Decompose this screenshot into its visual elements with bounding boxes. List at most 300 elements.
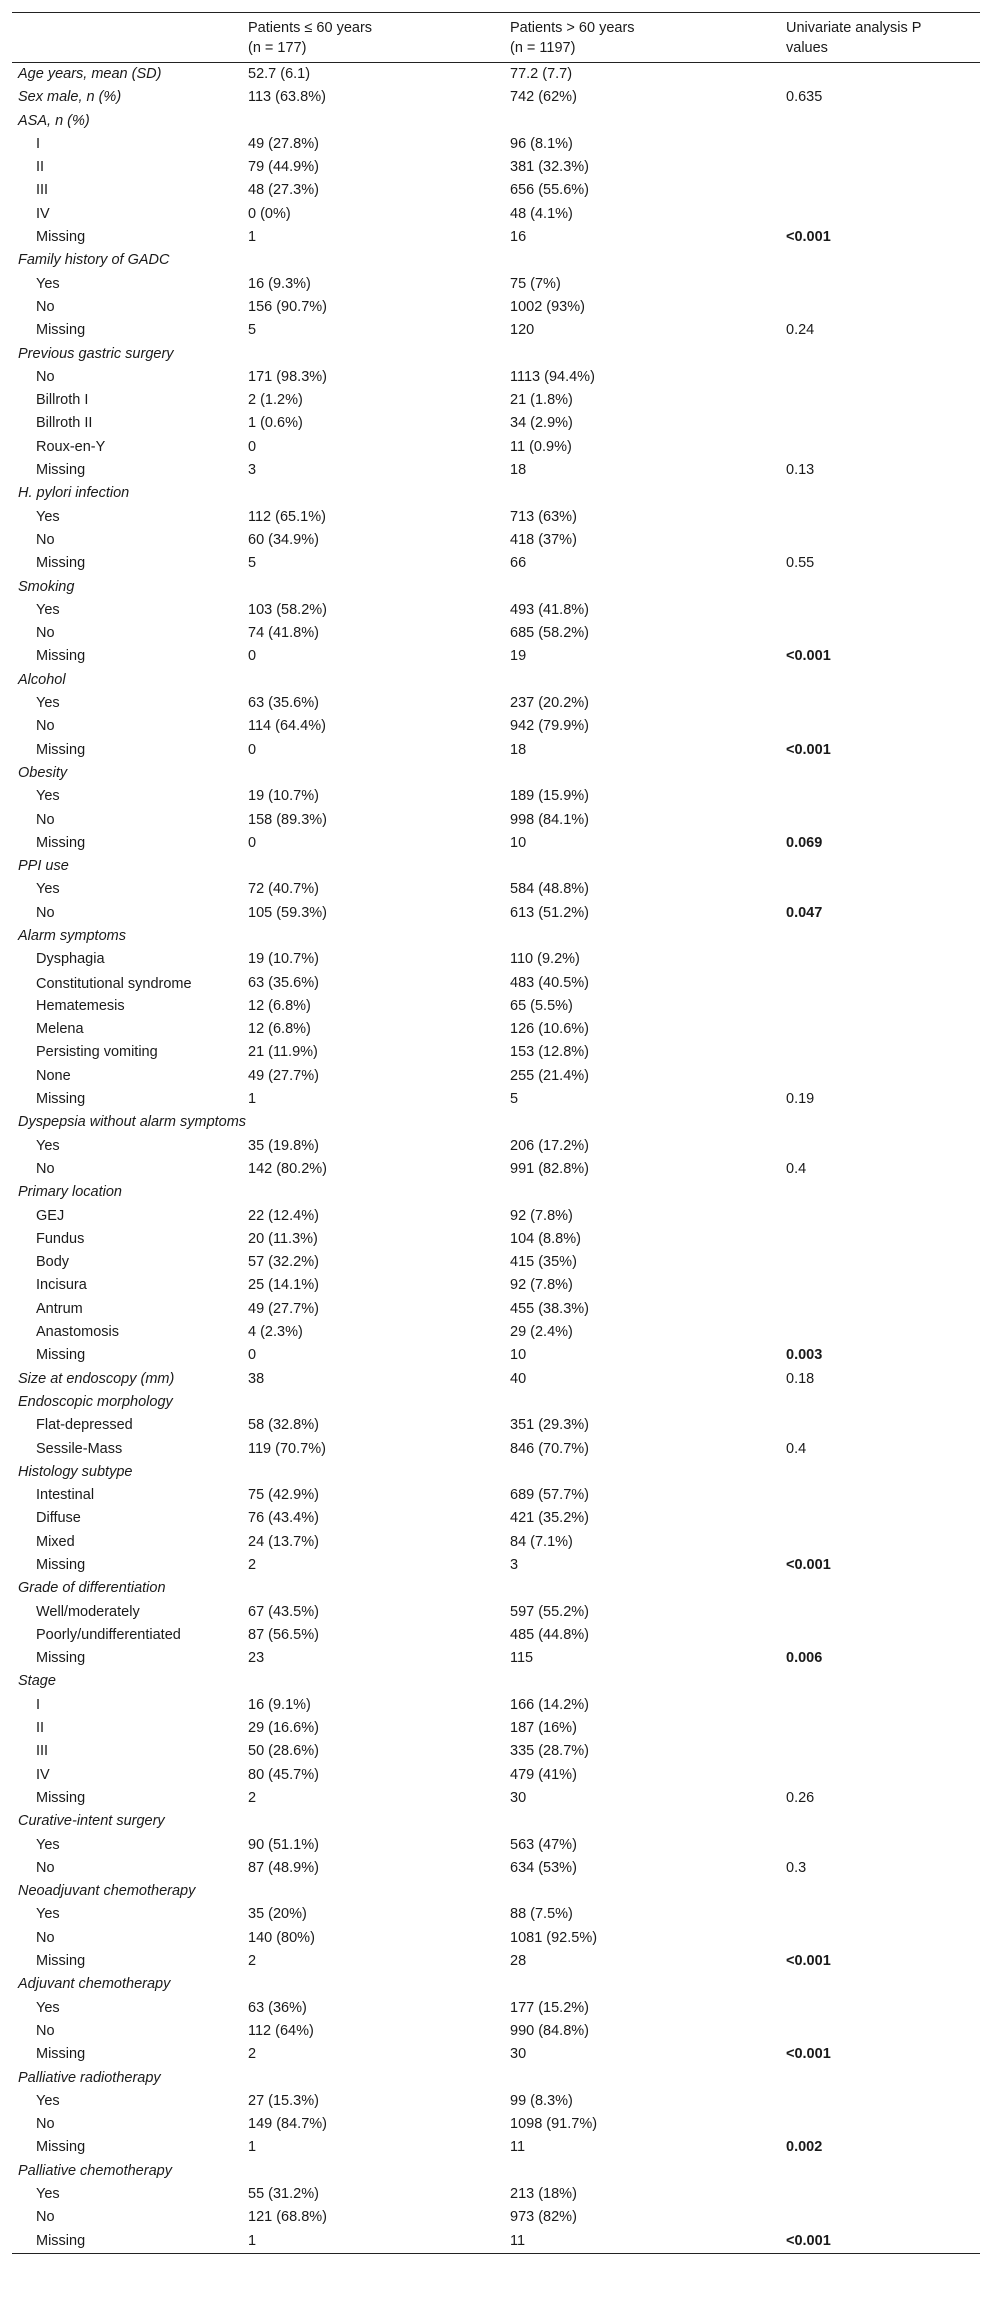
row-label: IV xyxy=(36,205,50,222)
row-label: Palliative radiotherapy xyxy=(18,2069,161,2086)
p-value xyxy=(780,1414,980,1437)
older-value: 29 (2.4%) xyxy=(510,1324,573,1341)
row-label: Missing xyxy=(36,462,86,479)
p-value: 0.4 xyxy=(786,1160,807,1177)
table-section-row xyxy=(12,1810,980,1833)
older-value: 3 xyxy=(510,1557,519,1573)
older-value: 991 (82.8%) xyxy=(510,1160,589,1177)
table-row xyxy=(12,622,980,645)
younger-value xyxy=(242,925,504,948)
older-value xyxy=(504,1461,780,1484)
header-younger-label: Patients ≤ 60 years xyxy=(248,20,373,36)
table-row xyxy=(12,1205,980,1228)
older-value: 19 xyxy=(510,648,527,665)
younger-value xyxy=(242,1181,504,1204)
older-value: 11 xyxy=(504,2230,780,2254)
p-value: 0.3 xyxy=(786,1859,807,1876)
younger-value: 4 (2.3%) xyxy=(248,1324,303,1341)
older-value: 104 (8.8%) xyxy=(510,1230,581,1247)
p-value xyxy=(780,436,980,459)
older-value: 189 (15.9%) xyxy=(510,788,589,805)
older-value: 418 (37%) xyxy=(510,531,577,548)
younger-value: 0 xyxy=(248,648,257,665)
table-row xyxy=(12,552,980,575)
older-value: 120 xyxy=(510,322,535,339)
table-row xyxy=(12,1624,980,1647)
header-row xyxy=(12,13,980,63)
table-section-row xyxy=(12,1181,980,1204)
older-value: 206 (17.2%) xyxy=(510,1137,589,1154)
older-value: 11 (0.9%) xyxy=(510,438,572,455)
table-row xyxy=(12,412,980,435)
younger-value: 171 (98.3%) xyxy=(248,368,327,385)
row-label: Missing xyxy=(36,1953,86,1970)
younger-value: 0 xyxy=(248,438,257,455)
younger-value: 25 (14.1%) xyxy=(248,1277,319,1294)
older-value: 237 (20.2%) xyxy=(510,695,589,712)
p-value xyxy=(780,203,980,226)
older-value: 689 (57.7%) xyxy=(510,1487,589,1504)
older-value xyxy=(504,762,780,785)
header-younger-n: (n = 177) xyxy=(248,40,307,56)
younger-value: 38 xyxy=(248,1370,265,1387)
older-value: 213 (18%) xyxy=(510,2186,577,2203)
p-value xyxy=(780,1205,980,1228)
p-value: 0.13 xyxy=(786,462,815,479)
p-value: 0.24 xyxy=(786,322,815,339)
younger-value: 27 (15.3%) xyxy=(248,2092,319,2109)
younger-value: 149 (84.7%) xyxy=(248,2116,327,2133)
table-row xyxy=(12,2230,980,2254)
younger-value: 105 (59.3%) xyxy=(248,904,327,921)
row-label: No xyxy=(36,298,55,315)
row-label: Yes xyxy=(36,2092,60,2109)
p-value xyxy=(780,1135,980,1158)
table-row xyxy=(12,1601,980,1624)
table-row xyxy=(12,529,980,552)
p-value: <0.001 xyxy=(786,741,831,758)
row-label: Missing xyxy=(36,229,86,246)
table-section-row xyxy=(12,576,980,599)
p-value xyxy=(780,179,980,202)
p-value xyxy=(780,995,980,1018)
p-value: <0.001 xyxy=(786,1557,831,1573)
table-row xyxy=(12,1903,980,1926)
older-value xyxy=(504,1810,780,1833)
p-value xyxy=(780,855,980,878)
row-label: Yes xyxy=(36,1999,60,2016)
older-value: 1002 (93%) xyxy=(510,298,585,315)
row-label: Yes xyxy=(36,695,60,712)
older-value: 381 (32.3%) xyxy=(510,159,589,176)
younger-value: 112 (65.1%) xyxy=(248,508,326,525)
p-value xyxy=(780,925,980,948)
younger-value: 156 (90.7%) xyxy=(248,298,327,315)
older-value: 1081 (92.5%) xyxy=(510,1929,598,1946)
table-section-row xyxy=(12,343,980,366)
older-value: 126 (10.6%) xyxy=(510,1021,589,1038)
row-label: Yes xyxy=(36,508,60,525)
younger-value: 19 (10.7%) xyxy=(248,788,319,805)
table-row xyxy=(12,179,980,202)
table-row xyxy=(12,739,980,762)
row-label: Smoking xyxy=(18,578,75,595)
p-value xyxy=(780,1298,980,1321)
table-row xyxy=(12,1717,980,1740)
row-label: Roux-en-Y xyxy=(36,438,106,455)
older-value xyxy=(504,1391,780,1414)
row-label: Dyspepsia without alarm symptoms xyxy=(18,1114,247,1131)
table-container xyxy=(12,12,980,2254)
younger-value: 55 (31.2%) xyxy=(248,2186,319,2203)
table-section-row xyxy=(12,2160,980,2183)
p-value xyxy=(780,1717,980,1740)
row-label: Hematemesis xyxy=(36,997,125,1014)
table-row xyxy=(12,133,980,156)
p-value xyxy=(780,1624,980,1647)
younger-value: 0 xyxy=(248,1347,257,1364)
p-value: 0.069 xyxy=(786,834,823,851)
table-row xyxy=(12,1694,980,1717)
older-value: 65 (5.5%) xyxy=(510,997,573,1014)
row-label: None xyxy=(36,1067,71,1084)
table-row xyxy=(12,902,980,925)
older-value: 10 xyxy=(510,834,527,851)
p-value xyxy=(780,2090,980,2113)
row-label: Sessile-Mass xyxy=(36,1440,123,1457)
younger-value: 121 (68.8%) xyxy=(248,2209,327,2226)
row-label: No xyxy=(36,2022,55,2039)
table-row xyxy=(12,319,980,342)
p-value xyxy=(780,948,980,971)
row-label: Melena xyxy=(36,1021,84,1038)
p-value xyxy=(780,809,980,832)
younger-value: 0 xyxy=(248,741,257,758)
table-row xyxy=(12,715,980,738)
older-value: 990 (84.8%) xyxy=(510,2022,589,2039)
table-row xyxy=(12,273,980,296)
row-label: No xyxy=(36,625,55,642)
p-value xyxy=(780,1973,980,1996)
younger-value: 75 (42.9%) xyxy=(248,1487,319,1504)
row-label: Anastomosis xyxy=(36,1324,120,1341)
p-value xyxy=(780,1228,980,1251)
p-value xyxy=(780,2067,980,2090)
older-value: 335 (28.7%) xyxy=(510,1743,589,1760)
row-label: Missing xyxy=(12,2230,242,2254)
p-value xyxy=(780,133,980,156)
older-value: 166 (14.2%) xyxy=(510,1696,589,1713)
p-value xyxy=(780,715,980,738)
p-value xyxy=(780,110,980,133)
table-row xyxy=(12,1927,980,1950)
younger-value xyxy=(242,1577,504,1600)
older-value: 742 (62%) xyxy=(510,89,577,106)
header-older-n: (n = 1197) xyxy=(510,40,576,56)
table-row xyxy=(12,1228,980,1251)
table-section-row xyxy=(12,1670,980,1693)
p-value xyxy=(780,1531,980,1554)
row-label: Missing xyxy=(36,741,86,758)
younger-value: 87 (48.9%) xyxy=(248,1859,319,1876)
younger-value: 74 (41.8%) xyxy=(248,625,319,642)
p-value xyxy=(780,482,980,505)
table-row xyxy=(12,1647,980,1670)
row-label: Incisura xyxy=(36,1277,87,1294)
table-row xyxy=(12,645,980,668)
p-value: 0.18 xyxy=(786,1370,815,1387)
row-label: Dysphagia xyxy=(36,951,105,968)
row-label: Size at endoscopy (mm) xyxy=(18,1370,175,1387)
row-label: Alcohol xyxy=(18,671,66,688)
p-value: 0.55 xyxy=(786,555,815,572)
younger-value: 2 xyxy=(248,2046,257,2063)
older-value xyxy=(504,1973,780,1996)
p-value: 0.26 xyxy=(786,1789,815,1806)
table-row xyxy=(12,1135,980,1158)
p-value xyxy=(780,622,980,645)
older-value: 75 (7%) xyxy=(510,275,561,292)
younger-value: 67 (43.5%) xyxy=(248,1603,319,1620)
p-value xyxy=(780,1065,980,1088)
row-label: IV xyxy=(36,1766,50,1783)
older-value xyxy=(504,110,780,133)
p-value xyxy=(780,2020,980,2043)
table-section-row xyxy=(12,925,980,948)
older-value: 16 xyxy=(510,229,527,246)
row-label: Constitutional syndrome xyxy=(36,975,192,992)
row-label: Yes xyxy=(36,275,60,292)
table-row xyxy=(12,2090,980,2113)
younger-value: 57 (32.2%) xyxy=(248,1254,319,1271)
p-value: <0.001 xyxy=(786,648,831,665)
younger-value: 52.7 (6.1) xyxy=(248,66,311,82)
younger-value xyxy=(242,249,504,272)
row-label: No xyxy=(36,811,55,828)
younger-value: 112 (64%) xyxy=(248,2022,314,2039)
table-row xyxy=(12,1344,980,1367)
younger-value: 22 (12.4%) xyxy=(248,1207,319,1224)
younger-value: 158 (89.3%) xyxy=(248,811,327,828)
p-value xyxy=(780,1111,980,1134)
younger-value: 16 (9.3%) xyxy=(248,275,311,292)
p-value: 0.047 xyxy=(786,904,823,921)
table-row xyxy=(12,436,980,459)
row-label: Missing xyxy=(36,2139,86,2156)
older-value: 66 xyxy=(510,555,527,572)
younger-value: 21 (11.9%) xyxy=(248,1044,318,1061)
younger-value: 5 xyxy=(248,322,257,339)
row-label: Missing xyxy=(36,834,86,851)
p-value xyxy=(780,1461,980,1484)
row-label: Missing xyxy=(36,555,86,572)
row-label: Neoadjuvant chemotherapy xyxy=(18,1883,196,1900)
p-value xyxy=(780,1997,980,2020)
p-value xyxy=(780,296,980,319)
p-value xyxy=(780,249,980,272)
table-row xyxy=(12,599,980,622)
younger-value xyxy=(242,1111,504,1134)
row-label: GEJ xyxy=(36,1207,65,1224)
older-value: 153 (12.8%) xyxy=(510,1044,589,1061)
row-label: Endoscopic morphology xyxy=(18,1393,173,1410)
older-value: 351 (29.3%) xyxy=(510,1417,589,1434)
p-value xyxy=(780,1927,980,1950)
row-label: Family history of GADC xyxy=(18,252,170,269)
row-label: H. pylori infection xyxy=(18,485,130,502)
row-label: Poorly/undifferentiated xyxy=(36,1626,181,1643)
p-value xyxy=(780,412,980,435)
row-label: Well/moderately xyxy=(36,1603,140,1620)
younger-value: 0 (0%) xyxy=(248,205,291,222)
older-value: 942 (79.9%) xyxy=(510,718,589,735)
p-value xyxy=(780,1903,980,1926)
table-section-row xyxy=(12,762,980,785)
younger-value xyxy=(242,343,504,366)
row-label: Adjuvant chemotherapy xyxy=(18,1976,171,1993)
older-value: 40 xyxy=(510,1370,527,1387)
p-value xyxy=(780,1601,980,1624)
table-row xyxy=(12,995,980,1018)
row-label: Age years, mean (SD) xyxy=(18,66,162,82)
older-value: 1113 (94.4%) xyxy=(510,368,595,385)
younger-value: 58 (32.8%) xyxy=(248,1417,319,1434)
p-value xyxy=(780,1577,980,1600)
row-label: PPI use xyxy=(18,858,69,875)
p-value xyxy=(780,63,980,87)
p-value: 0.4 xyxy=(786,1440,807,1457)
table-row xyxy=(12,692,980,715)
row-label: III xyxy=(36,182,49,199)
p-value xyxy=(780,2206,980,2229)
table-row xyxy=(12,2020,980,2043)
younger-value: 35 (20%) xyxy=(248,1906,307,1923)
p-value xyxy=(780,1321,980,1344)
row-label: II xyxy=(36,1720,45,1737)
p-value xyxy=(780,366,980,389)
p-value xyxy=(780,529,980,552)
older-value xyxy=(504,249,780,272)
table-section-row xyxy=(12,63,980,87)
older-value: 597 (55.2%) xyxy=(510,1603,589,1620)
p-value xyxy=(780,156,980,179)
row-label: Mixed xyxy=(36,1533,75,1550)
p-value xyxy=(780,506,980,529)
p-value xyxy=(780,1764,980,1787)
younger-value: 2 xyxy=(248,1789,257,1806)
row-label: II xyxy=(36,159,45,176)
header-p-label: Univariate analysis P xyxy=(786,20,922,36)
older-value: 92 (7.8%) xyxy=(510,1207,573,1224)
header-older-label: Patients > 60 years xyxy=(510,20,635,36)
table-row xyxy=(12,1950,980,1973)
table-section-row xyxy=(12,249,980,272)
older-value xyxy=(504,1880,780,1903)
p-value xyxy=(780,1507,980,1530)
younger-value xyxy=(242,482,504,505)
table-row xyxy=(12,366,980,389)
younger-value: 35 (19.8%) xyxy=(248,1137,319,1154)
younger-value: 49 (27.8%) xyxy=(248,135,319,152)
younger-value: 140 (80%) xyxy=(248,1929,315,1946)
table-row xyxy=(12,296,980,319)
younger-value xyxy=(242,855,504,878)
p-value: 0.002 xyxy=(786,2139,823,2156)
row-label: Yes xyxy=(36,788,60,805)
younger-value: 23 xyxy=(248,1650,265,1667)
row-label: Fundus xyxy=(36,1230,85,1247)
older-value: 685 (58.2%) xyxy=(510,625,589,642)
table-section-row xyxy=(12,1577,980,1600)
younger-value: 113 (63.8%) xyxy=(248,89,326,106)
younger-value xyxy=(242,1810,504,1833)
younger-value xyxy=(242,1461,504,1484)
p-value xyxy=(780,1274,980,1297)
table-row xyxy=(12,2136,980,2159)
row-label: Palliative chemotherapy xyxy=(18,2162,172,2179)
row-label: No xyxy=(36,2209,55,2226)
younger-value: 16 (9.1%) xyxy=(248,1696,311,1713)
row-label: Body xyxy=(36,1254,70,1271)
older-value: 30 xyxy=(510,1789,527,1806)
older-value xyxy=(504,669,780,692)
row-label: Missing xyxy=(36,648,86,665)
younger-value: 63 (36%) xyxy=(248,1999,307,2016)
younger-value xyxy=(242,669,504,692)
older-value: 421 (35.2%) xyxy=(510,1510,589,1527)
row-label: Antrum xyxy=(36,1300,83,1317)
older-value: 99 (8.3%) xyxy=(510,2092,573,2109)
row-label: Yes xyxy=(36,881,60,898)
table-section-row xyxy=(12,86,980,109)
row-label: Persisting vomiting xyxy=(36,1044,158,1061)
older-value xyxy=(504,1577,780,1600)
younger-value xyxy=(242,110,504,133)
row-label: Billroth I xyxy=(36,392,89,409)
row-label: Alarm symptoms xyxy=(18,927,126,944)
p-value: <0.001 xyxy=(780,2230,980,2254)
younger-value: 24 (13.7%) xyxy=(248,1533,319,1550)
older-value: 28 xyxy=(510,1953,527,1970)
older-value: 115 xyxy=(510,1650,534,1667)
older-value xyxy=(504,576,780,599)
younger-value: 1 xyxy=(242,2230,504,2254)
p-value xyxy=(780,273,980,296)
younger-value: 119 (70.7%) xyxy=(248,1440,326,1457)
younger-value: 19 (10.7%) xyxy=(248,951,319,968)
older-value xyxy=(504,482,780,505)
table-row xyxy=(12,878,980,901)
row-label: Flat-depressed xyxy=(36,1417,133,1434)
row-label: No xyxy=(36,1160,55,1177)
younger-value xyxy=(242,1880,504,1903)
row-label: I xyxy=(36,135,41,152)
p-value xyxy=(780,1484,980,1507)
header-p-value xyxy=(780,13,980,63)
table-section-row xyxy=(12,669,980,692)
p-value xyxy=(780,1181,980,1204)
table-row xyxy=(12,156,980,179)
row-label: Curative-intent surgery xyxy=(18,1813,165,1830)
older-value: 656 (55.6%) xyxy=(510,182,589,199)
row-label: Sex male, n (%) xyxy=(18,89,122,106)
older-value: 563 (47%) xyxy=(510,1836,577,1853)
younger-value xyxy=(242,1670,504,1693)
older-value xyxy=(504,343,780,366)
older-value: 48 (4.1%) xyxy=(510,205,573,222)
table-section-row xyxy=(12,1368,980,1391)
table-row xyxy=(12,1274,980,1297)
